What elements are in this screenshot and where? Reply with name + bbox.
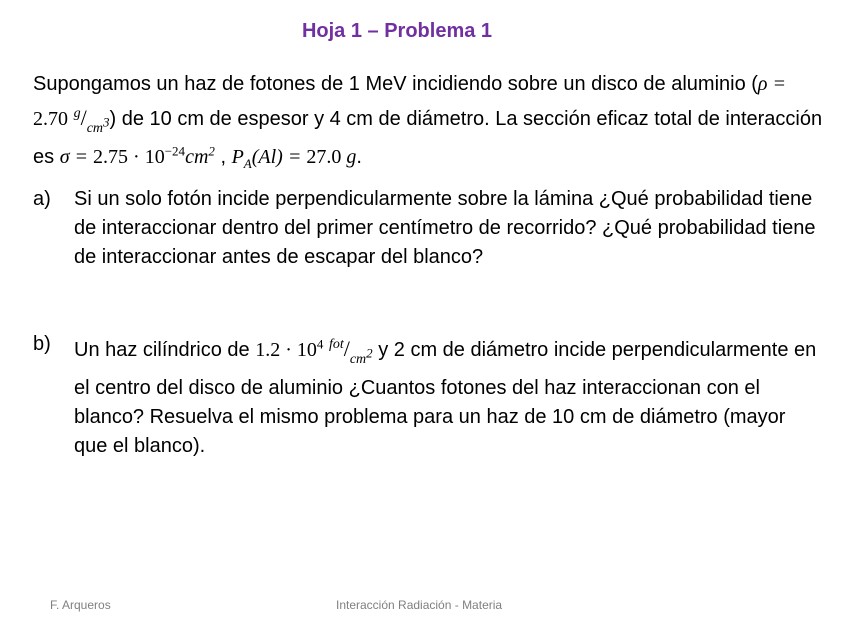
slide-title: Hoja 1 – Problema 1 — [301, 20, 493, 42]
question-b-text: Un haz cilíndrico de $1.2 \cdot 10^4$ $^{fot}/_{cm^2}$ y 2 cm de diámetro incide perpendicularmente en el centro del disco de aluminio ¿Cuantos fotones del haz interaccionan con el blanco? Resuelva el mismo problema para un haz de 10 cm de diámetro (mayor que el blanco). — [74, 336, 817, 457]
flux-unit-denominator: cm2 — [349, 345, 373, 367]
fraction-slash: / — [343, 336, 350, 361]
footer-course: Interacción Radiación - Materia — [336, 598, 503, 612]
fraction-slash: / — [80, 105, 87, 130]
flux-value: $1.2 \cdot 10^4$ — [255, 336, 324, 361]
density-unit-numerator: g — [73, 106, 81, 121]
question-b — [33, 330, 823, 461]
atomic-weight-unit: g — [341, 146, 357, 168]
atomic-weight-symbol: $P_A(Al)$ = — [231, 146, 307, 171]
question-b-label: b) — [33, 333, 51, 355]
intro-text-3: , — [214, 146, 232, 168]
problem-statement — [33, 70, 823, 172]
intro-text-2: ) de 10 cm de espesor y 4 cm de diámetro. La sección eficaz total de interacción es — [33, 108, 823, 168]
question-a-label: a) — [33, 188, 51, 210]
density-symbol: ρ = — [757, 73, 787, 95]
cross-section-unit: $cm^2$ — [185, 143, 215, 168]
atomic-weight-value: 27.0 — [306, 146, 342, 168]
cross-section-value: $2.75 \cdot 10^{-24}$ — [93, 143, 186, 168]
density-unit-denominator: cm3 — [86, 114, 110, 136]
cross-section-symbol: σ = — [59, 146, 94, 168]
question-a-text: Si un solo fotón incide perpendicularmente sobre la lámina ¿Qué probabilidad tiene de interaccionar dentro del primer centímetro de recorrido? ¿Qué probabilidad tiene de interaccionar antes de escapar del blanco? — [74, 188, 816, 268]
flux-unit-numerator: fot — [328, 337, 344, 352]
question-a — [33, 185, 823, 272]
intro-text-1: Supongamos un haz de fotones de 1 MeV incidiendo sobre un disco de aluminio ( — [33, 73, 758, 95]
intro-text-4: . — [356, 146, 362, 168]
density-value: 2.70 — [33, 108, 68, 130]
footer-author: F. Arqueros — [50, 598, 111, 612]
